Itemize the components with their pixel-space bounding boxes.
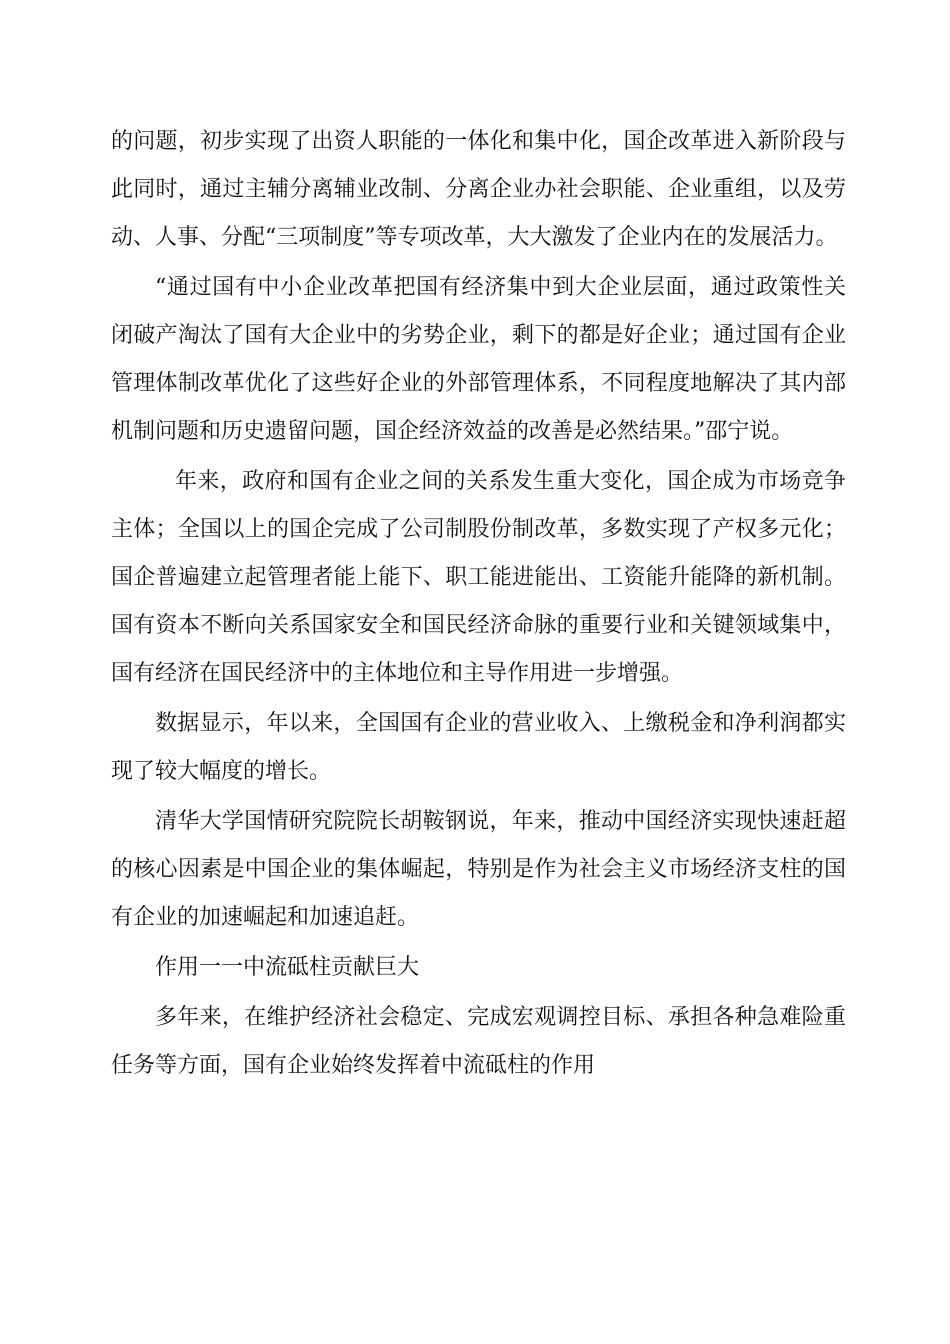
document-body: [111, 118, 846, 1090]
paragraph-quote-shaoning: “通过国有中小企业改革把国有经济集中到大企业层面，通过政策性关闭破产淘汰了国有大企业中的劣势企业，剩下的都是好企业；通过国有企业管理体制改革优化了这些好企业的外部管理体系，不同程度地解决了其内部机制问题和历史遗留问题，国企经济效益的改善是必然结果。”邵宁说。: [111, 275, 846, 444]
paragraph-reform-continuation: 的问题，初步实现了出资人职能的一体化和集中化，国企改革进入新阶段与此同时，通过主辅分离辅业改制、分离企业办社会职能、企业重组，以及劳动、人事、分配“三项制度”等专项改革，大大激发了企业内在的发展活力。: [111, 129, 846, 250]
paragraph-data-growth: 数据显示，年以来，全国国有企业的营业收入、上缴税金和净利润都实现了较大幅度的增长。: [111, 711, 846, 784]
paragraph-mainstay-role: 多年来，在维护经济社会稳定、完成宏观调控目标、承担各种急难险重任务等方面，国有企业始终发挥着中流砥柱的作用: [111, 1005, 846, 1078]
paragraph-relationship-change: 年来，政府和国有企业之间的关系发生重大变化，国企成为市场竞争主体；全国以上的国企完成了公司制股份制改革，多数实现了产权多元化；国企普遍建立起管理者能上能下、职工能进能出、工资能升能降的新机制。国有资本不断向关系国家安全和国民经济命脉的重要行业和关键领域集中，国有经济在国民经济中的主体地位和主导作用进一步增强。: [111, 469, 846, 686]
paragraph-hu-angang: 清华大学国情研究院院长胡鞍钢说，年来，推动中国经济实现快速赶超的核心因素是中国企业的集体崛起，特别是作为社会主义市场经济支柱的国有企业的加速崛起和加速追赶。: [111, 809, 846, 930]
section-heading-mainstay: 作用一一中流砥柱贡献巨大: [155, 955, 420, 980]
